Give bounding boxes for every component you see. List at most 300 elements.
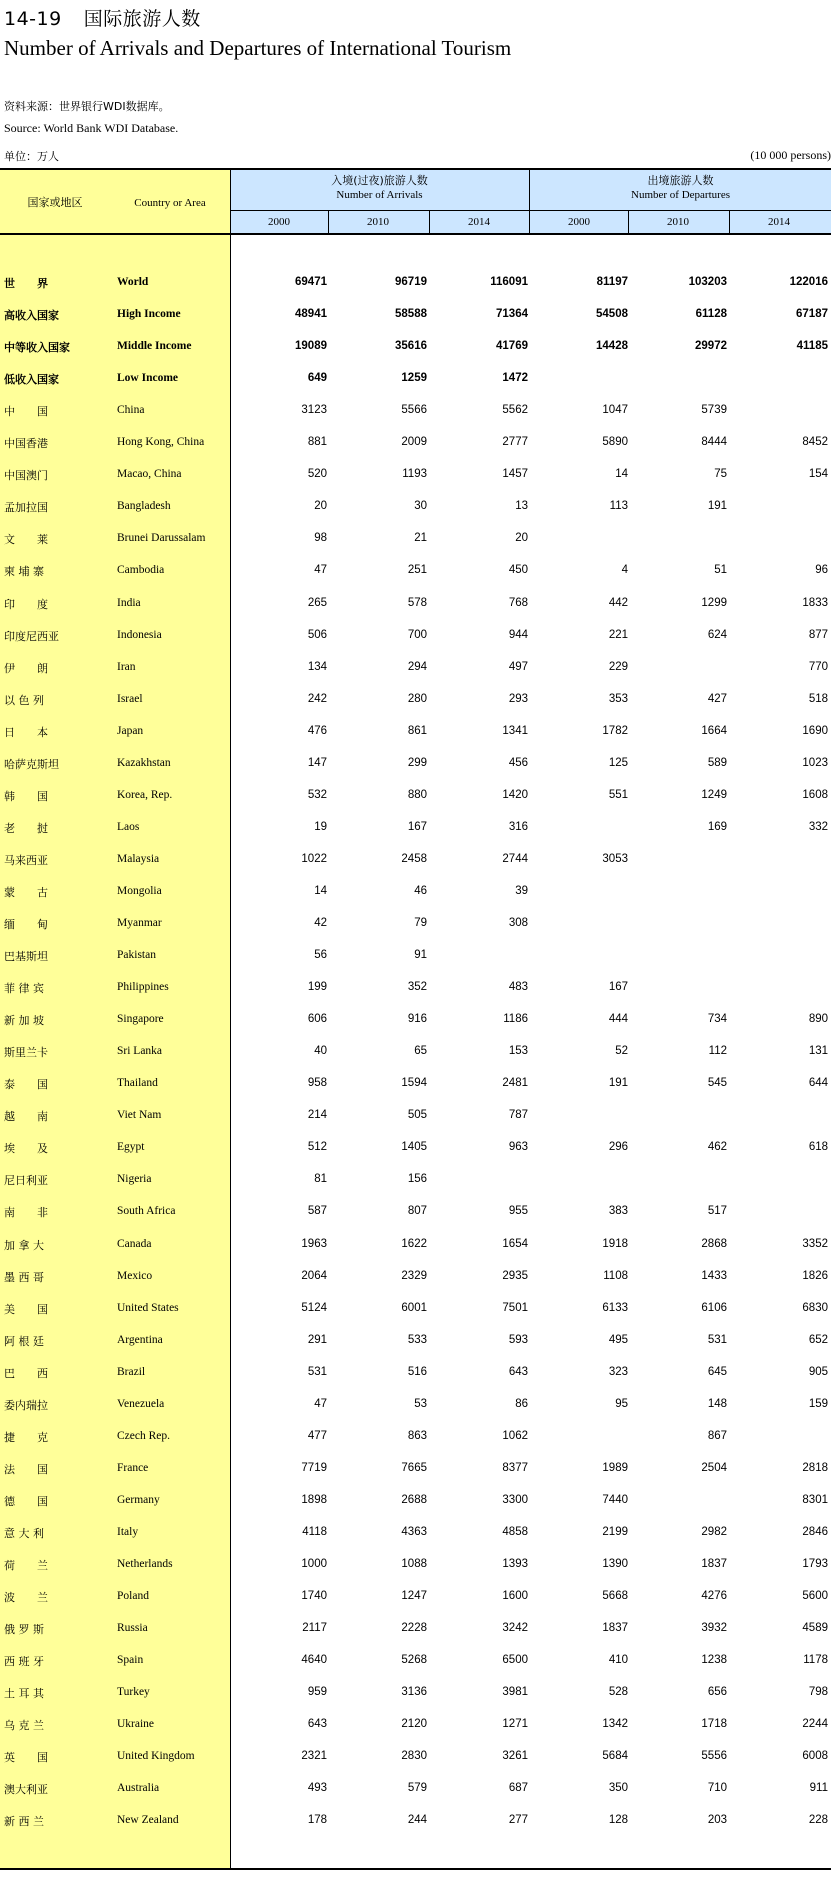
country-name-en: New Zealand [117,1814,179,1827]
value-cell: 1690 [802,724,828,737]
country-name-en: Korea, Rep. [117,788,173,801]
value-cell: 6500 [502,1654,528,1667]
table-row [0,685,831,717]
table-row [0,1133,831,1165]
value-cell: 1420 [502,788,528,801]
header-bottom-rule [0,233,831,235]
country-name-en: China [117,404,145,417]
country-name-en: Spain [117,1654,144,1667]
value-cell: 493 [307,1782,327,1795]
table-row [0,1486,831,1518]
value-cell: 2744 [502,852,528,865]
value-cell: 4589 [802,1622,828,1635]
value-cell: 41185 [796,340,828,353]
value-cell: 153 [508,1045,528,1058]
table-row [0,492,831,524]
table-row [0,1390,831,1422]
table-row [0,1197,831,1229]
country-name-en: Low Income [117,372,179,385]
value-cell: 462 [707,1141,727,1154]
source-note-en: Source: World Bank WDI Database. [4,121,179,135]
value-cell: 2868 [701,1237,727,1250]
value-cell: 1023 [802,756,828,769]
country-name-en: Israel [117,692,143,705]
country-name-cn: 越 南 [4,1110,48,1124]
value-cell: 2504 [701,1461,727,1474]
value-cell: 593 [508,1333,528,1346]
value-cell: 1108 [603,1269,628,1282]
value-cell: 5566 [401,404,427,417]
value-cell: 67187 [796,308,828,321]
value-cell: 1341 [502,724,528,737]
value-cell: 2818 [802,1461,828,1474]
arrivals-en: Number of Arrivals [336,189,423,201]
header-subrule [230,210,831,211]
value-cell: 167 [407,820,427,833]
country-name-en: Turkey [117,1686,150,1699]
value-cell: 113 [609,500,628,513]
country-name-en: Netherlands [117,1558,173,1570]
country-name-en: United States [117,1301,179,1314]
col-header-country-cn: 国家或地区 [27,196,83,209]
value-cell: 2228 [401,1622,427,1635]
value-cell: 687 [508,1782,528,1795]
value-cell: 644 [808,1077,828,1090]
value-cell: 6008 [802,1750,828,1763]
country-name-en: Iran [117,660,136,673]
value-cell: 296 [608,1141,628,1154]
country-name-en: Venezuela [117,1397,165,1410]
value-cell: 3352 [802,1237,828,1250]
country-name-en: Russia [117,1622,148,1635]
value-cell: 8301 [802,1493,828,1506]
year-header: 2010 [667,216,689,228]
country-name-cn: 伊 朗 [4,661,48,675]
value-cell: 477 [307,1429,327,1442]
country-name-cn: 新 加 坡 [4,1014,44,1028]
country-name-cn: 巴 西 [4,1366,48,1380]
country-name-cn: 印 度 [4,597,48,611]
value-cell: 861 [407,724,427,737]
country-name-en: United Kingdom [117,1750,195,1763]
value-cell: 880 [407,788,427,801]
table-row [0,460,831,492]
value-cell: 710 [707,1782,727,1795]
value-cell: 20 [515,532,528,545]
value-cell: 128 [608,1814,628,1827]
table-row [0,1774,831,1806]
table-row [0,1101,831,1133]
value-cell: 881 [307,436,327,449]
table-row [0,941,831,973]
value-cell: 1433 [701,1269,727,1282]
value-cell: 14 [615,468,628,481]
value-cell: 91 [414,949,427,962]
value-cell: 291 [307,1333,327,1346]
country-name-cn: 马来西亚 [4,853,48,867]
value-cell: 96719 [395,276,427,288]
value-cell: 40 [314,1045,327,1058]
value-cell: 1608 [802,788,828,801]
value-cell: 1826 [802,1269,828,1282]
value-cell: 1088 [401,1558,427,1570]
year-header: 2014 [468,216,490,228]
value-cell: 877 [808,628,828,641]
value-cell: 228 [808,1814,828,1827]
value-cell: 131 [808,1045,828,1058]
value-cell: 495 [608,1333,628,1346]
value-cell: 532 [307,788,327,801]
country-name-cn: 缅 甸 [4,918,48,931]
value-cell: 2120 [401,1718,427,1731]
table-row [0,877,831,909]
country-name-cn: 委内瑞拉 [4,1398,48,1412]
country-name-cn: 捷 克 [4,1430,48,1444]
value-cell: 1062 [502,1429,528,1442]
table-row [0,524,831,556]
value-cell: 203 [707,1814,727,1827]
value-cell: 3932 [701,1622,727,1635]
table-row [0,1614,831,1646]
value-cell: 294 [407,660,427,673]
value-cell: 6830 [802,1301,828,1314]
value-cell: 476 [307,724,327,737]
value-cell: 1299 [701,596,727,609]
value-cell: 456 [508,756,528,769]
country-name-en: France [117,1461,149,1474]
value-cell: 2846 [802,1525,828,1538]
country-name-en: Japan [117,724,144,737]
value-cell: 2064 [301,1269,327,1282]
table-row [0,396,831,428]
value-cell: 20 [314,500,327,513]
value-cell: 505 [407,1109,427,1122]
value-cell: 4276 [701,1590,727,1603]
country-name-cn: 低收入国家 [4,373,59,387]
value-cell: 54508 [596,308,628,321]
country-name-en: Thailand [117,1077,158,1090]
value-cell: 81 [314,1173,327,1186]
country-name-cn: 孟加拉国 [4,501,48,515]
value-cell: 19089 [295,340,327,353]
value-cell: 645 [707,1365,727,1378]
value-cell: 4 [621,564,628,577]
value-cell: 265 [307,596,327,609]
value-cell: 2117 [302,1622,327,1635]
value-cell: 299 [407,756,427,769]
value-cell: 807 [407,1205,427,1218]
value-cell: 5556 [701,1750,727,1763]
value-cell: 122016 [789,276,828,288]
country-name-en: Australia [117,1782,160,1795]
value-cell: 606 [307,1013,327,1026]
table-row [0,1582,831,1614]
value-cell: 4640 [301,1654,327,1667]
country-name-cn: 菲 律 宾 [4,982,44,996]
table-row [0,1678,831,1710]
country-name-en: Mexico [117,1269,153,1282]
value-cell: 867 [707,1429,727,1442]
value-cell: 229 [608,660,628,673]
value-cell: 944 [508,628,528,641]
value-cell: 6106 [701,1301,727,1314]
country-name-en: Germany [117,1493,160,1506]
country-name-cn: 英 国 [4,1751,48,1765]
value-cell: 506 [307,628,327,641]
value-cell: 154 [808,468,828,481]
country-name-en: South Africa [117,1205,176,1218]
country-name-en: Bangladesh [117,500,171,513]
value-cell: 61128 [695,308,727,321]
value-cell: 2688 [401,1493,427,1506]
table-row [0,428,831,460]
value-cell: 8377 [502,1461,528,1474]
value-cell: 159 [808,1397,828,1410]
value-cell: 579 [407,1782,427,1795]
table-row [0,1358,831,1390]
value-cell: 643 [508,1365,528,1378]
value-cell: 48941 [295,308,327,321]
value-cell: 19 [314,820,327,833]
value-cell: 1898 [301,1493,327,1506]
country-name-cn: 哈萨克斯坦 [4,757,59,771]
value-cell: 442 [608,596,628,609]
value-cell: 134 [307,660,327,673]
value-cell: 2481 [502,1077,528,1090]
table-row [0,1806,831,1838]
table-row [0,1005,831,1037]
country-name-cn: 中国香港 [4,437,48,451]
value-cell: 13 [515,500,528,513]
country-name-en: Nigeria [117,1173,152,1186]
value-cell: 191 [608,1077,628,1090]
country-name-cn: 老 挝 [4,821,48,835]
table-row [0,1230,831,1262]
country-name-cn: 土 耳 其 [4,1687,44,1701]
table-row [0,300,831,332]
value-cell: 1249 [701,788,727,801]
value-cell: 1833 [802,596,828,609]
value-cell: 280 [407,692,427,705]
table-row [0,749,831,781]
page-title-en: Number of Arrivals and Departures of International Tourism [4,36,512,60]
value-cell: 4118 [302,1525,327,1538]
country-name-en: Brazil [117,1365,146,1378]
value-cell: 700 [407,628,427,641]
table-row [0,268,831,300]
table-row [0,1710,831,1742]
value-cell: 1405 [401,1141,427,1154]
value-cell: 551 [608,788,628,801]
value-cell: 98 [314,532,327,545]
table-row [0,1422,831,1454]
value-cell: 7501 [502,1301,528,1314]
value-cell: 1178 [803,1654,828,1667]
value-cell: 589 [707,756,727,769]
country-name-cn: 波 兰 [4,1591,48,1605]
country-name-en: Pakistan [117,949,156,962]
value-cell: 308 [508,917,528,929]
country-name-en: Poland [117,1590,149,1603]
value-cell: 624 [707,628,727,641]
value-cell: 353 [608,692,628,705]
value-cell: 6001 [401,1301,427,1314]
value-cell: 483 [508,981,528,994]
value-cell: 199 [307,981,327,994]
country-name-cn: 中 国 [4,405,48,419]
table-row [0,1550,831,1582]
country-name-en: Egypt [117,1141,145,1154]
table-row [0,813,831,845]
value-cell: 4858 [502,1525,528,1538]
country-name-cn: 阿 根 廷 [4,1334,44,1348]
value-cell: 3053 [602,852,628,865]
value-cell: 916 [407,1013,427,1026]
value-cell: 531 [307,1365,327,1378]
country-name-en: Ukraine [117,1718,155,1731]
table-row [0,717,831,749]
value-cell: 5684 [602,1750,628,1763]
table-row [0,1037,831,1069]
value-cell: 69471 [295,276,327,288]
value-cell: 1740 [301,1590,327,1603]
country-name-en: Viet Nam [117,1109,162,1122]
value-cell: 35616 [395,340,427,353]
value-cell: 770 [808,660,828,673]
country-name-en: Czech Rep. [117,1429,171,1442]
value-cell: 2982 [701,1525,727,1538]
country-name-cn: 泰 国 [4,1078,48,1092]
value-cell: 5739 [701,404,727,417]
value-cell: 1186 [503,1013,528,1026]
value-cell: 1989 [602,1461,628,1474]
value-cell: 643 [307,1718,327,1731]
value-cell: 955 [508,1205,528,1218]
value-cell: 2321 [301,1750,327,1763]
col-header-departures [530,174,831,202]
value-cell: 47 [314,1397,327,1410]
country-name-en: Myanmar [117,917,162,929]
unit-label-cn: 单位：万人 [4,150,59,163]
country-name-cn: 文 莱 [4,533,48,547]
value-cell: 497 [508,660,528,673]
value-cell: 1238 [701,1654,727,1667]
value-cell: 5600 [802,1590,828,1603]
value-cell: 1342 [602,1718,628,1731]
value-cell: 578 [407,596,427,609]
value-cell: 1664 [701,724,727,737]
value-cell: 167 [608,981,628,994]
value-cell: 7719 [301,1461,327,1474]
value-cell: 14 [314,884,327,897]
value-cell: 1594 [401,1077,427,1090]
value-cell: 516 [407,1365,427,1378]
value-cell: 2830 [401,1750,427,1763]
value-cell: 79 [414,917,427,929]
value-cell: 533 [407,1333,427,1346]
value-cell: 8444 [701,436,727,449]
value-cell: 3261 [502,1750,528,1763]
country-name-en: World [117,276,149,288]
value-cell: 71364 [496,308,528,321]
value-cell: 734 [707,1013,727,1026]
value-cell: 6133 [602,1301,628,1314]
col-header-arrivals [230,174,529,202]
value-cell: 518 [808,692,828,705]
value-cell: 352 [407,981,427,994]
value-cell: 444 [608,1013,628,1026]
country-name-en: India [117,596,141,609]
source-note-cn: 资料来源：世界银行WDI数据库。 [4,100,170,113]
value-cell: 1047 [602,404,628,417]
country-name-en: Canada [117,1237,152,1250]
country-name-cn: 韩 国 [4,789,48,803]
country-name-en: Hong Kong, China [117,436,205,449]
value-cell: 656 [707,1686,727,1699]
value-cell: 103203 [688,276,727,288]
country-name-cn: 墨 西 哥 [4,1270,44,1284]
country-name-cn: 乌 克 兰 [4,1719,44,1733]
value-cell: 75 [714,468,727,481]
value-cell: 2935 [502,1269,528,1282]
table-row [0,1454,831,1486]
value-cell: 512 [307,1141,327,1154]
value-cell: 14428 [596,340,628,353]
value-cell: 95 [615,1397,628,1410]
value-cell: 1963 [301,1237,327,1250]
value-cell: 1837 [701,1558,727,1570]
value-cell: 56 [314,949,327,962]
value-cell: 221 [608,628,628,641]
value-cell: 169 [707,820,727,833]
country-name-cn: 俄 罗 斯 [4,1623,44,1637]
value-cell: 3136 [401,1686,427,1699]
value-cell: 277 [508,1814,528,1827]
value-cell: 30 [414,500,427,513]
value-cell: 1259 [401,372,427,385]
table-row [0,556,831,588]
table-row [0,845,831,877]
country-name-cn: 新 西 兰 [4,1815,44,1829]
value-cell: 1247 [401,1590,427,1603]
table-row [0,1646,831,1678]
table-row [0,781,831,813]
value-cell: 798 [808,1686,828,1699]
value-cell: 905 [808,1365,828,1378]
value-cell: 410 [608,1654,628,1667]
country-name-cn: 西 班 牙 [4,1655,44,1669]
value-cell: 46 [414,884,427,897]
value-cell: 251 [407,564,427,577]
country-name-en: Kazakhstan [117,756,171,769]
table-top-rule [0,168,831,170]
value-cell: 178 [307,1814,327,1827]
value-cell: 7665 [401,1461,427,1474]
value-cell: 1022 [301,852,327,865]
value-cell: 890 [808,1013,828,1026]
value-cell: 2244 [802,1718,828,1731]
table-bottom-rule [0,1868,831,1870]
value-cell: 244 [407,1814,427,1827]
value-cell: 53 [414,1397,427,1410]
value-cell: 520 [307,468,327,481]
country-name-cn: 中国澳门 [4,469,48,483]
value-cell: 350 [608,1782,628,1795]
country-name-en: Argentina [117,1333,163,1346]
table-row [0,589,831,621]
country-name-cn: 尼日利亚 [4,1174,48,1188]
value-cell: 545 [707,1077,727,1090]
